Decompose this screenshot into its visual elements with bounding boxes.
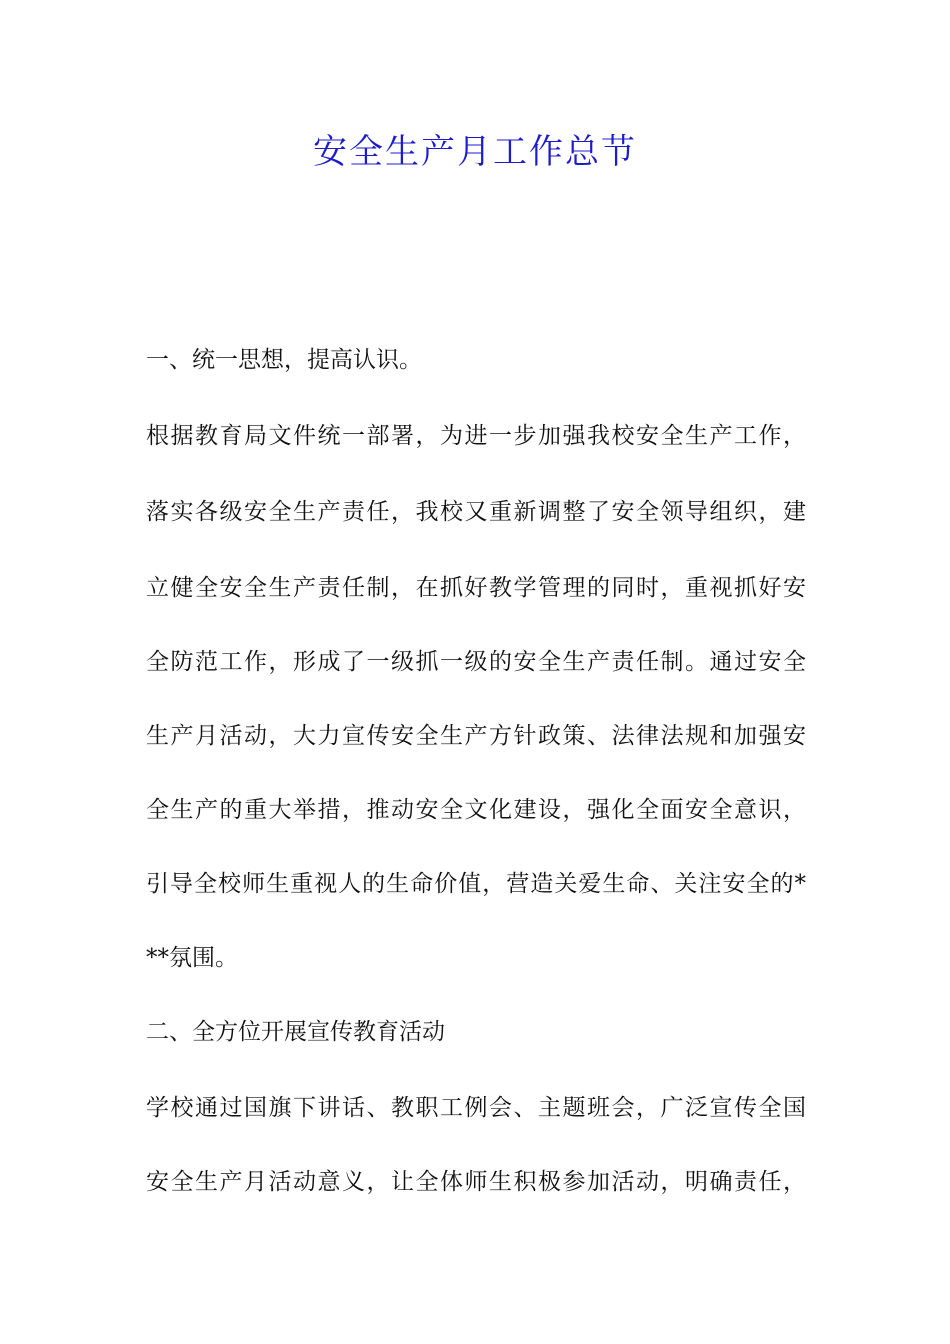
document-title: 安全生产月工作总节 [313, 132, 637, 172]
paragraph-line: 学校通过国旗下讲话、教职工例会、主题班会，广泛宣传全国 [146, 1095, 806, 1121]
paragraph-line: 落实各级安全生产责任，我校又重新调整了安全领导组织，建 [146, 499, 806, 525]
paragraph-line: 根据教育局文件统一部署，为进一步加强我校安全生产工作， [146, 423, 806, 449]
section-heading-1: 一、统一思想，提高认识。 [146, 347, 422, 373]
paragraph-line: **氛围。 [146, 945, 238, 971]
section-heading-2: 二、全方位开展宣传教育活动 [146, 1019, 445, 1045]
paragraph-line: 全防范工作，形成了一级抓一级的安全生产责任制。通过安全 [146, 649, 806, 675]
paragraph-line: 全生产的重大举措，推动安全文化建设，强化全面安全意识， [146, 797, 806, 823]
paragraph-line: 引导全校师生重视人的生命价值，营造关爱生命、关注安全的* [146, 871, 806, 897]
paragraph-line: 立健全安全生产责任制，在抓好教学管理的同时，重视抓好安 [146, 575, 806, 601]
paragraph-line: 安全生产月活动意义，让全体师生积极参加活动，明确责任， [146, 1169, 806, 1195]
paragraph-line: 生产月活动，大力宣传安全生产方针政策、法律法规和加强安 [146, 723, 806, 749]
